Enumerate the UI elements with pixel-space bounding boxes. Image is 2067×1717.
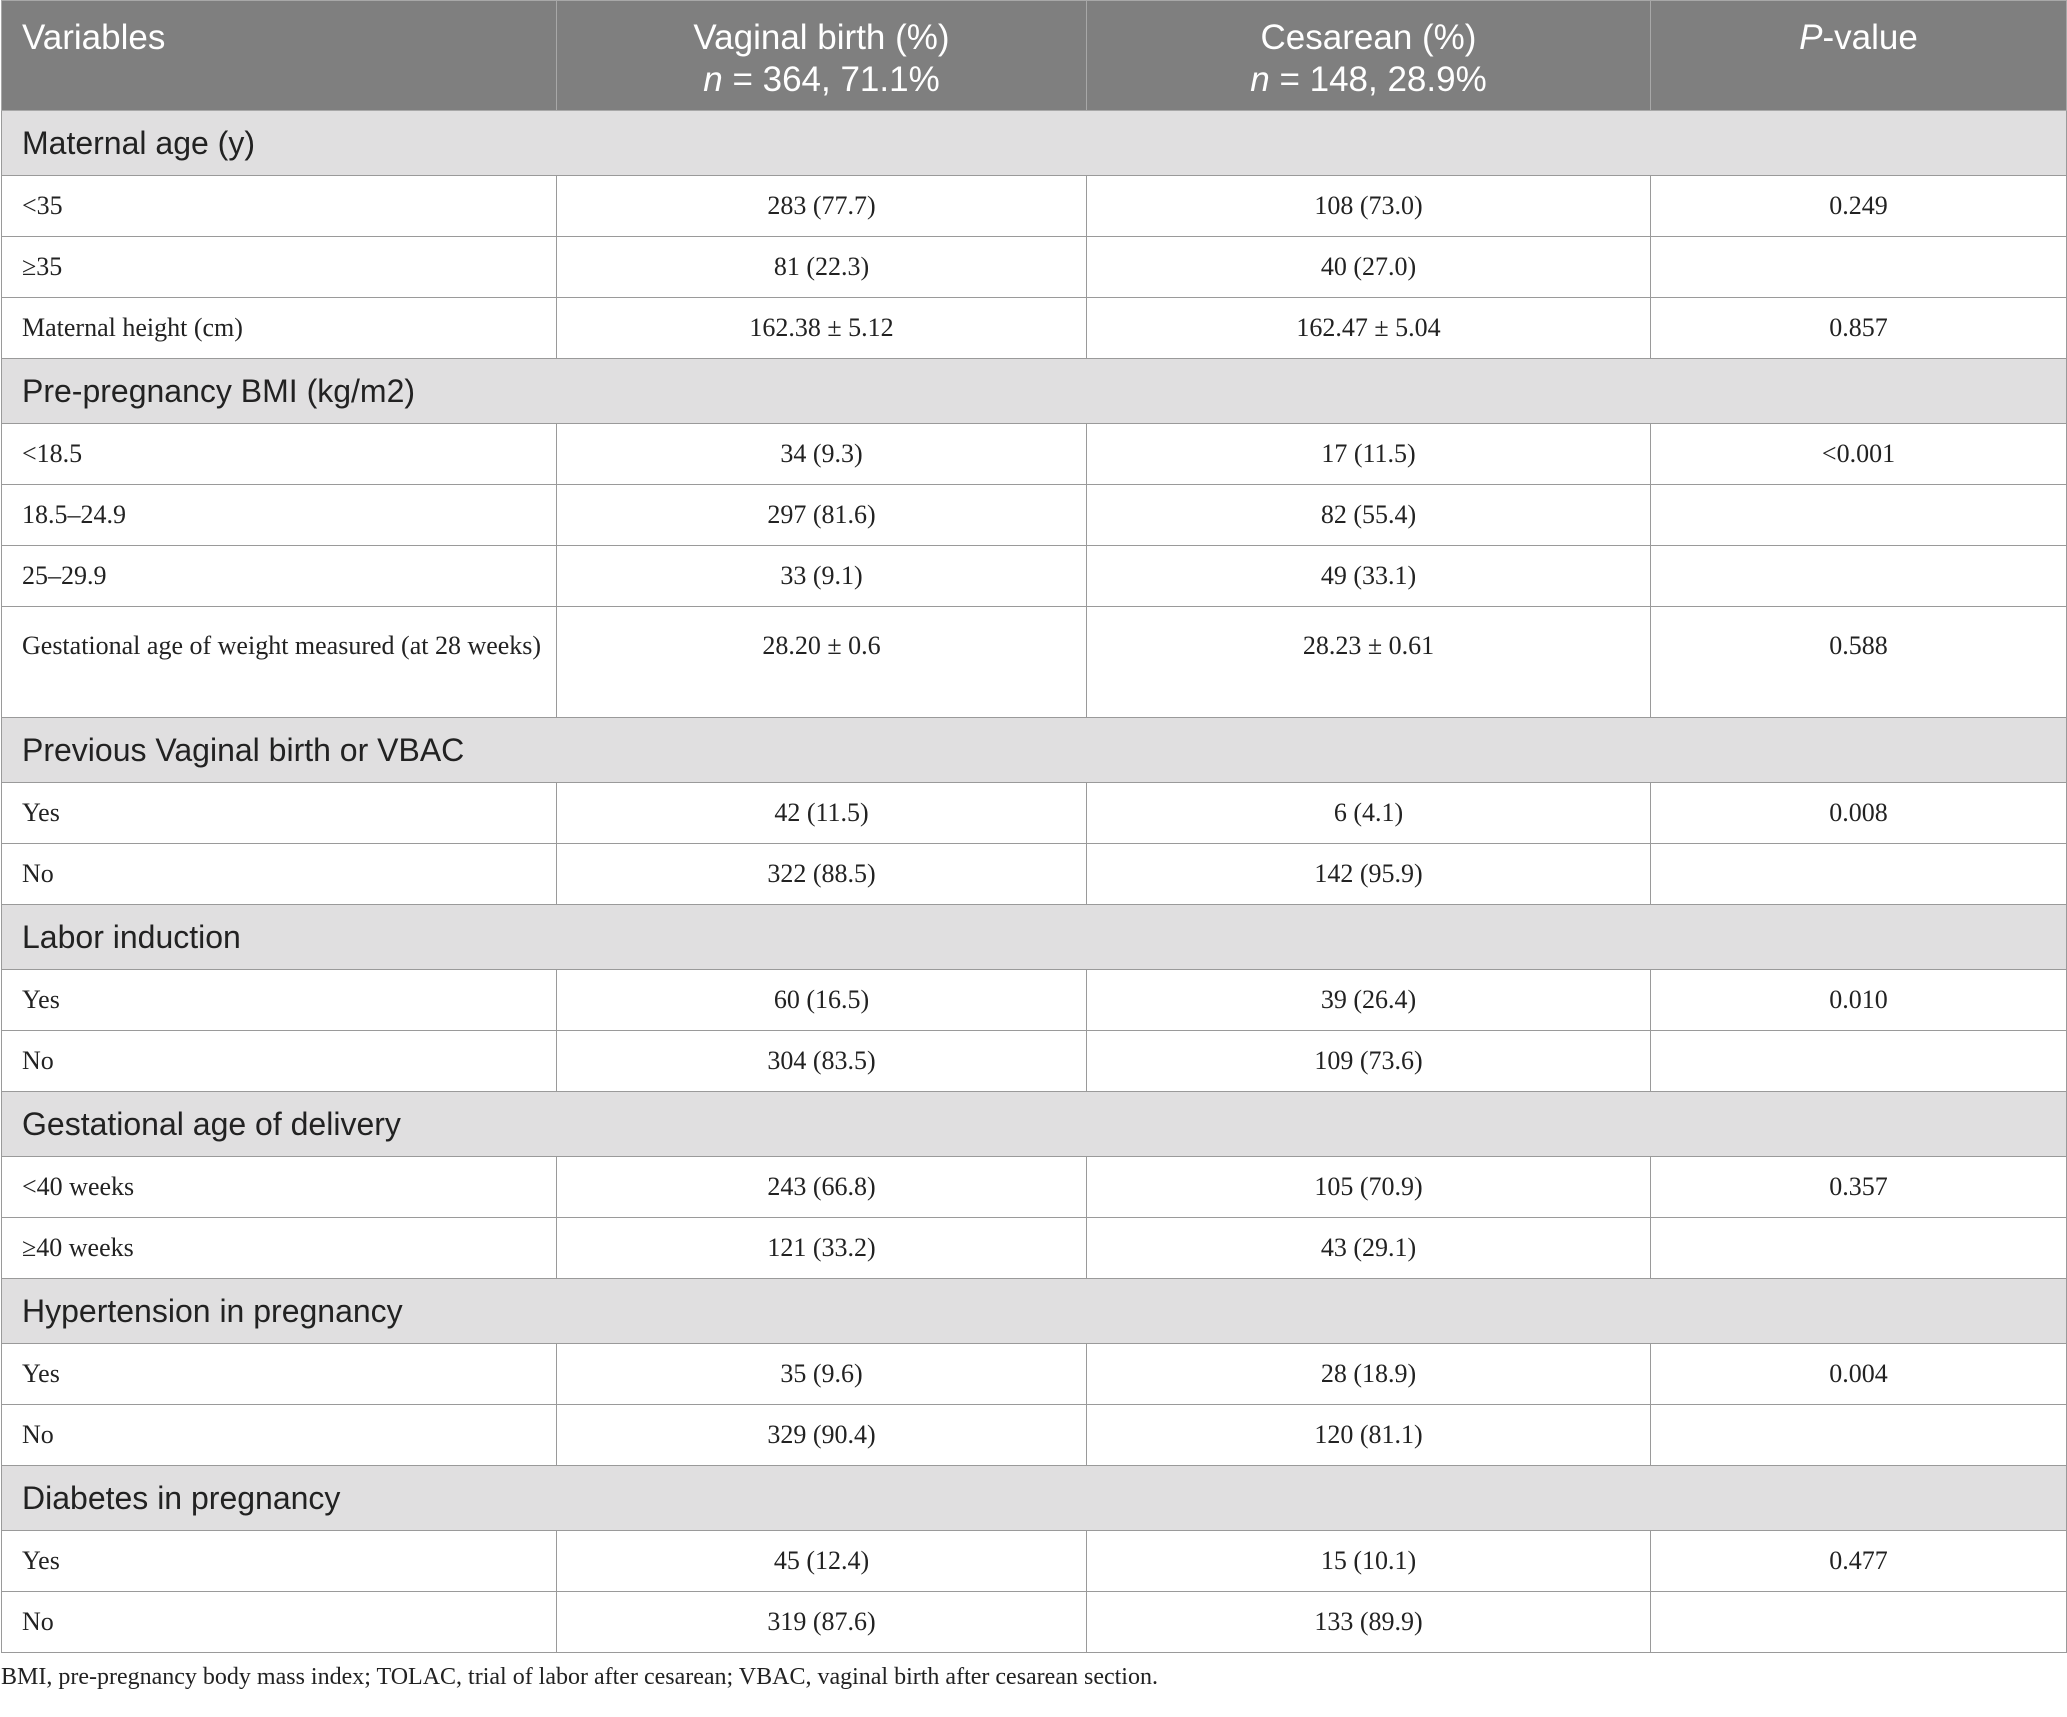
- p-value: [1651, 1031, 2067, 1092]
- n-symbol: n: [1250, 60, 1270, 99]
- vaginal-birth-value: 322 (88.5): [557, 844, 1087, 905]
- row-label: No: [2, 844, 557, 905]
- table-row: [2, 424, 2067, 485]
- p-value: [1651, 1405, 2067, 1466]
- cesarean-value: 6 (4.1): [1087, 783, 1651, 844]
- vaginal-birth-value: 34 (9.3): [557, 424, 1087, 485]
- row-label: No: [2, 1031, 557, 1092]
- table-row: [2, 298, 2067, 359]
- vaginal-birth-value: 162.38 ± 5.12: [557, 298, 1087, 359]
- p-symbol: P: [1799, 18, 1823, 57]
- section-row: [2, 111, 2067, 176]
- cesarean-value: 39 (26.4): [1087, 970, 1651, 1031]
- p-value: 0.357: [1651, 1157, 2067, 1218]
- header-row: [2, 1, 2067, 111]
- row-label: 25–29.9: [2, 546, 557, 607]
- table-row: [2, 1218, 2067, 1279]
- cesarean-value: 120 (81.1): [1087, 1405, 1651, 1466]
- section-row: [2, 1279, 2067, 1344]
- row-label: <18.5: [2, 424, 557, 485]
- section-label: Labor induction: [2, 905, 2067, 970]
- vaginal-birth-value: 329 (90.4): [557, 1405, 1087, 1466]
- table-row: [2, 1157, 2067, 1218]
- section-row: [2, 1092, 2067, 1157]
- p-value: [1651, 237, 2067, 298]
- row-label: ≥40 weeks: [2, 1218, 557, 1279]
- vaginal-birth-value: 304 (83.5): [557, 1031, 1087, 1092]
- section-row: [2, 359, 2067, 424]
- row-label: Yes: [2, 1344, 557, 1405]
- section-label: Hypertension in pregnancy: [2, 1279, 2067, 1344]
- section-label: Gestational age of delivery: [2, 1092, 2067, 1157]
- cesarean-value: 142 (95.9): [1087, 844, 1651, 905]
- header-variables: [2, 1, 557, 111]
- p-value: 0.004: [1651, 1344, 2067, 1405]
- header-vaginal-n: [557, 59, 1086, 101]
- p-value: [1651, 485, 2067, 546]
- vaginal-birth-value: 28.20 ± 0.6: [557, 607, 1087, 718]
- vaginal-birth-value: 60 (16.5): [557, 970, 1087, 1031]
- header-variables-label: Variables: [22, 18, 166, 57]
- vaginal-birth-value: 35 (9.6): [557, 1344, 1087, 1405]
- table-row: [2, 783, 2067, 844]
- cesarean-value: 43 (29.1): [1087, 1218, 1651, 1279]
- table-row: [2, 970, 2067, 1031]
- cesarean-value: 82 (55.4): [1087, 485, 1651, 546]
- cesarean-value: 109 (73.6): [1087, 1031, 1651, 1092]
- table-row: [2, 607, 2067, 718]
- table-footnote: BMI, pre-pregnancy body mass index; TOLAC, trial of labor after cesarean; VBAC, vaginal birth after cesarean section.: [1, 1664, 1158, 1690]
- cesarean-value: 15 (10.1): [1087, 1531, 1651, 1592]
- cesarean-value: 17 (11.5): [1087, 424, 1651, 485]
- row-label: ≥35: [2, 237, 557, 298]
- cesarean-value: 28 (18.9): [1087, 1344, 1651, 1405]
- cesarean-value: 49 (33.1): [1087, 546, 1651, 607]
- table-row: [2, 485, 2067, 546]
- header-p-value: [1651, 1, 2067, 111]
- cesarean-value: 28.23 ± 0.61: [1087, 607, 1651, 718]
- row-label: <40 weeks: [2, 1157, 557, 1218]
- p-value: 0.249: [1651, 176, 2067, 237]
- row-label: Yes: [2, 1531, 557, 1592]
- header-cesarean-count: = 148, 28.9%: [1269, 60, 1487, 99]
- row-label: Maternal height (cm): [2, 298, 557, 359]
- p-value: [1651, 546, 2067, 607]
- row-label: Yes: [2, 970, 557, 1031]
- vaginal-birth-value: 33 (9.1): [557, 546, 1087, 607]
- header-p-value-label: -value: [1822, 18, 1918, 57]
- row-label: <35: [2, 176, 557, 237]
- section-label: Diabetes in pregnancy: [2, 1466, 2067, 1531]
- p-value: 0.010: [1651, 970, 2067, 1031]
- p-value: 0.588: [1651, 607, 2067, 718]
- table-row: [2, 1031, 2067, 1092]
- p-value: 0.477: [1651, 1531, 2067, 1592]
- section-label: Maternal age (y): [2, 111, 2067, 176]
- table-row: [2, 1405, 2067, 1466]
- p-value: 0.857: [1651, 298, 2067, 359]
- table-row: [2, 1531, 2067, 1592]
- row-label: 18.5–24.9: [2, 485, 557, 546]
- section-row: [2, 718, 2067, 783]
- row-label: No: [2, 1592, 557, 1653]
- table-row: [2, 1344, 2067, 1405]
- table-row: [2, 546, 2067, 607]
- cesarean-value: 162.47 ± 5.04: [1087, 298, 1651, 359]
- table-body: [2, 111, 2067, 1653]
- data-table: [1, 0, 2067, 1653]
- section-row: [2, 905, 2067, 970]
- vaginal-birth-value: 42 (11.5): [557, 783, 1087, 844]
- table-row: [2, 844, 2067, 905]
- vaginal-birth-value: 81 (22.3): [557, 237, 1087, 298]
- section-label: Pre-pregnancy BMI (kg/m2): [2, 359, 2067, 424]
- table-row: [2, 176, 2067, 237]
- n-symbol: n: [703, 60, 723, 99]
- row-label: Yes: [2, 783, 557, 844]
- vaginal-birth-value: 121 (33.2): [557, 1218, 1087, 1279]
- row-label: No: [2, 1405, 557, 1466]
- table-row: [2, 1592, 2067, 1653]
- p-value: [1651, 1592, 2067, 1653]
- p-value: <0.001: [1651, 424, 2067, 485]
- vaginal-birth-value: 283 (77.7): [557, 176, 1087, 237]
- header-cesarean: [1087, 1, 1651, 111]
- vaginal-birth-value: 319 (87.6): [557, 1592, 1087, 1653]
- cesarean-value: 108 (73.0): [1087, 176, 1651, 237]
- section-label: Previous Vaginal birth or VBAC: [2, 718, 2067, 783]
- header-cesarean-title: Cesarean (%): [1260, 18, 1477, 57]
- header-cesarean-n: [1087, 59, 1650, 101]
- cesarean-value: 133 (89.9): [1087, 1592, 1651, 1653]
- header-vaginal-title: Vaginal birth (%): [693, 18, 950, 57]
- cesarean-value: 40 (27.0): [1087, 237, 1651, 298]
- cesarean-value: 105 (70.9): [1087, 1157, 1651, 1218]
- row-label: Gestational age of weight measured (at 28 weeks): [2, 607, 557, 718]
- header-vaginal-count: = 364, 71.1%: [722, 60, 940, 99]
- p-value: 0.008: [1651, 783, 2067, 844]
- header-vaginal-birth: [557, 1, 1087, 111]
- vaginal-birth-value: 45 (12.4): [557, 1531, 1087, 1592]
- table-row: [2, 237, 2067, 298]
- p-value: [1651, 844, 2067, 905]
- section-row: [2, 1466, 2067, 1531]
- table-header: [2, 1, 2067, 111]
- p-value: [1651, 1218, 2067, 1279]
- vaginal-birth-value: 297 (81.6): [557, 485, 1087, 546]
- vaginal-birth-value: 243 (66.8): [557, 1157, 1087, 1218]
